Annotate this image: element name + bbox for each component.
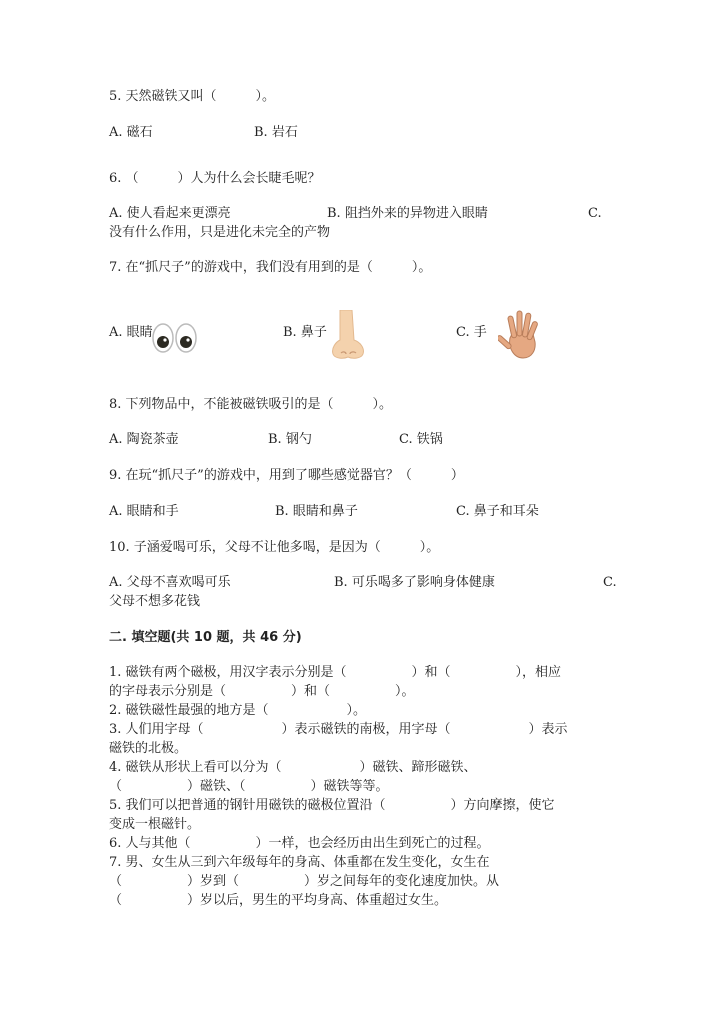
q6-option-c-text: 没有什么作用，只是进化未完全的产物 xyxy=(109,225,331,240)
fill-line: 7. 男、女生从三到六年级每年的身高、体重都在发生变化，女生在 xyxy=(109,855,490,870)
q7-option-a[interactable]: A. 眼睛 xyxy=(109,325,153,340)
fill-line: 磁铁的北极。 xyxy=(109,741,188,756)
fill-line: 1. 磁铁有两个磁极，用汉字表示分别是（ ）和（ ），相应 xyxy=(109,665,562,680)
fill-line: 4. 磁铁从形状上看可以分为（ ）磁铁、蹄形磁铁、 xyxy=(109,760,477,775)
q8-option-c[interactable]: C. 铁锅 xyxy=(399,432,443,447)
hand-icon xyxy=(498,308,542,360)
q8-option-a[interactable]: A. 陶瓷茶壶 xyxy=(109,432,179,447)
q7-stem: 7. 在“抓尺子”的游戏中，我们没有用到的是（ ）。 xyxy=(109,260,432,275)
fill-line: 6. 人与其他（ ）一样，也会经历由出生到死亡的过程。 xyxy=(109,836,490,851)
fill-line: （ ）磁铁、（ ）磁铁等等。 xyxy=(109,779,389,794)
q5-stem: 5. 天然磁铁又叫（ ）。 xyxy=(109,89,276,104)
section-title: 二. 填空题(共 10 题，共 46 分) xyxy=(109,630,302,645)
fill-line: 的字母表示分别是（ ）和（ ）。 xyxy=(109,684,415,699)
q9-option-c[interactable]: C. 鼻子和耳朵 xyxy=(456,504,539,519)
q9-option-a[interactable]: A. 眼睛和手 xyxy=(109,504,179,519)
q6-option-a[interactable]: A. 使人看起来更漂亮 xyxy=(109,206,231,221)
q10-option-b[interactable]: B. 可乐喝多了影响身体健康 xyxy=(334,575,495,590)
nose-icon xyxy=(330,310,366,360)
q9-option-b[interactable]: B. 眼睛和鼻子 xyxy=(275,504,358,519)
q8-stem: 8. 下列物品中，不能被磁铁吸引的是（ ）。 xyxy=(109,397,393,412)
q6-option-b[interactable]: B. 阻挡外来的异物进入眼睛 xyxy=(327,206,488,221)
q10-option-c-text: 父母不想多花钱 xyxy=(109,594,201,609)
q9-stem: 9. 在玩“抓尺子”的游戏中，用到了哪些感觉器官？（ ） xyxy=(109,468,464,483)
eyes-icon xyxy=(152,321,198,355)
q7-option-b[interactable]: B. 鼻子 xyxy=(283,325,327,340)
q5-option-b[interactable]: B. 岩石 xyxy=(254,125,298,140)
q7-option-c[interactable]: C. 手 xyxy=(456,325,487,340)
q6-option-c[interactable]: C. xyxy=(588,206,602,221)
q8-option-b[interactable]: B. 钢勺 xyxy=(268,432,312,447)
fill-line: （ ）岁到（ ）岁之间每年的变化速度加快。从 xyxy=(109,874,500,889)
q6-stem: 6. （ ）人为什么会长睫毛呢？ xyxy=(109,171,321,186)
q10-stem: 10. 子涵爱喝可乐，父母不让他多喝，是因为（ ）。 xyxy=(109,540,440,555)
q10-option-c[interactable]: C. xyxy=(603,575,617,590)
q5-option-a[interactable]: A. 磁石 xyxy=(109,125,153,140)
fill-line: 3. 人们用字母（ ）表示磁铁的南极，用字母（ ）表示 xyxy=(109,722,568,737)
fill-line: 2. 磁铁磁性最强的地方是（ ）。 xyxy=(109,703,367,718)
fill-line: 5. 我们可以把普通的钢针用磁铁的磁极位置沿（ ）方向摩擦，使它 xyxy=(109,798,555,813)
fill-line: （ ）岁以后，男生的平均身高、体重超过女生。 xyxy=(109,893,448,908)
q10-option-a[interactable]: A. 父母不喜欢喝可乐 xyxy=(109,575,231,590)
fill-line: 变成一根磁针。 xyxy=(109,817,201,832)
